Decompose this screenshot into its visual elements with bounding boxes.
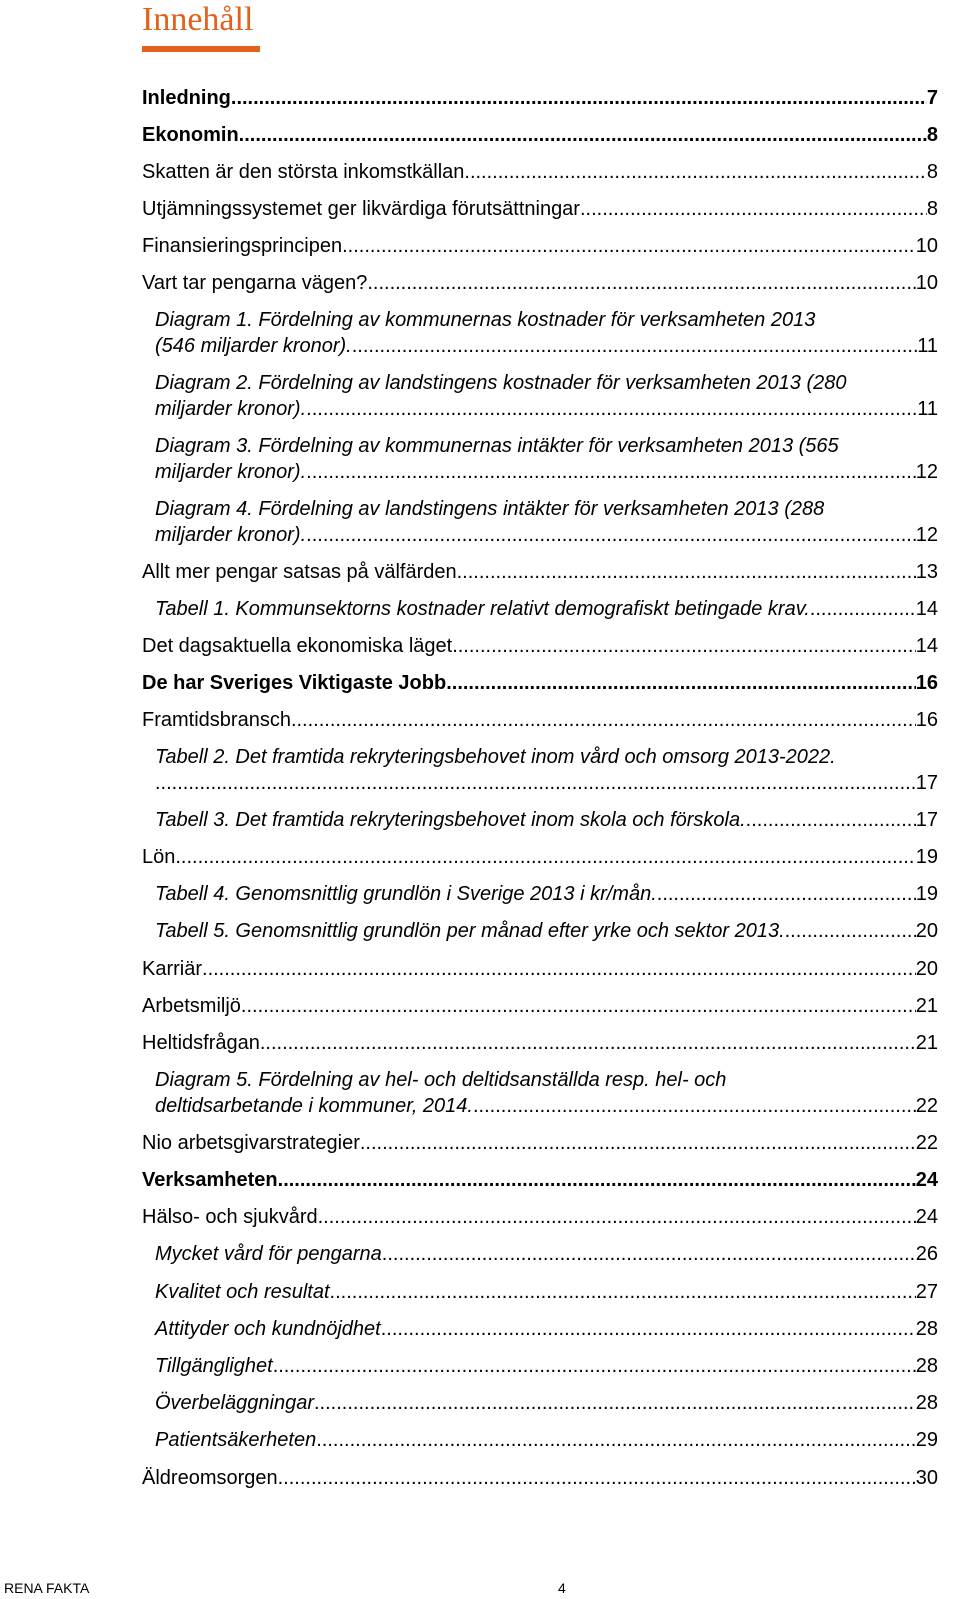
toc-entry[interactable] — [142, 270, 938, 296]
toc-entry-title: Ekonomin — [142, 124, 239, 146]
toc-page-number: 10 — [915, 272, 938, 294]
toc-entry-title: Hälso- och sjukvård — [142, 1206, 318, 1228]
toc-entry-title: Överbeläggningar — [155, 1392, 314, 1414]
toc-entry[interactable] — [142, 670, 938, 696]
toc-entry[interactable] — [142, 233, 938, 259]
dot-leader — [381, 1316, 916, 1342]
toc-page-number: 19 — [915, 883, 938, 905]
toc-entry-title-cont: deltidsarbetande i kommuner, 2014. — [155, 1095, 473, 1117]
toc-entry[interactable] — [155, 1316, 938, 1342]
toc-entry[interactable] — [155, 1427, 938, 1453]
toc-page-number: 14 — [915, 635, 938, 657]
toc-page-number: 10 — [915, 235, 938, 257]
toc-entry[interactable] — [155, 918, 938, 944]
toc-page-number: 21 — [915, 1032, 938, 1054]
toc-page-number: 20 — [915, 920, 938, 942]
toc-entry-title: Vart tar pengarna vägen? — [142, 272, 368, 294]
toc-page-number: 11 — [917, 335, 938, 357]
toc-page-number: 8 — [926, 161, 938, 183]
toc-entry-title: Framtidsbransch — [142, 709, 291, 731]
dot-leader — [446, 670, 916, 696]
dot-leader — [175, 844, 915, 870]
toc-entry[interactable] — [142, 1167, 938, 1193]
page-title: Innehåll — [142, 1, 254, 38]
toc-page-number: 21 — [915, 995, 938, 1017]
toc-entry-title: Mycket vård för pengarna — [155, 1243, 382, 1265]
toc-page-number: 30 — [915, 1467, 938, 1489]
toc-page-number: 13 — [915, 561, 938, 583]
toc-entry[interactable] — [142, 993, 938, 1019]
toc-page-number: 17 — [915, 772, 938, 794]
toc-page-number: 7 — [926, 87, 938, 109]
toc-entry[interactable] — [155, 433, 938, 485]
toc-entry-title: Diagram 3. Fördelning av kommunernas intäkter för verksamheten 2013 (565 — [155, 435, 839, 457]
toc-page-number: 29 — [915, 1429, 938, 1451]
toc-entry[interactable] — [142, 1204, 938, 1230]
toc-entry[interactable] — [142, 956, 938, 982]
footer-page-number: 4 — [558, 1580, 566, 1596]
dot-leader — [382, 1241, 916, 1267]
dot-leader — [352, 333, 918, 359]
dot-leader — [452, 633, 916, 659]
toc-entry-title: Inledning — [142, 87, 231, 109]
toc-entry-title: Heltidsfrågan — [142, 1032, 260, 1054]
toc-entry[interactable] — [155, 1390, 938, 1416]
toc-page-number: 19 — [915, 846, 938, 868]
toc-entry-title: Arbetsmiljö — [142, 995, 241, 1017]
toc-entry-title: Skatten är den största inkomstkällan — [142, 161, 465, 183]
toc-entry[interactable] — [155, 307, 938, 359]
dot-leader — [291, 707, 916, 733]
toc-entry[interactable] — [142, 1465, 938, 1491]
dot-leader — [306, 522, 916, 548]
dot-leader — [746, 807, 916, 833]
toc-entry[interactable] — [142, 844, 938, 870]
toc-page-number: 24 — [915, 1169, 938, 1191]
toc-page-number: 11 — [917, 398, 938, 420]
toc-entry-title: Verksamheten — [142, 1169, 278, 1191]
dot-leader — [155, 770, 916, 796]
toc-entry[interactable] — [155, 744, 938, 796]
toc-entry[interactable] — [155, 1241, 938, 1267]
footer-label: RENA FAKTA — [4, 1580, 90, 1596]
toc-entry-title: Tillgänglighet — [155, 1355, 273, 1377]
dot-leader — [260, 1030, 916, 1056]
toc-entry-title: Tabell 1. Kommunsektorns kostnader relativt demografiskt betingade krav. — [155, 598, 810, 620]
toc-entry[interactable] — [142, 196, 938, 222]
toc-entry-title: Diagram 1. Fördelning av kommunernas kostnader för verksamheten 2013 — [155, 309, 816, 331]
toc-page-number: 28 — [915, 1392, 938, 1414]
dot-leader — [306, 396, 917, 422]
toc-entry-title: Allt mer pengar satsas på välfärden — [142, 561, 457, 583]
toc-page-number: 24 — [915, 1206, 938, 1228]
toc-entry[interactable] — [155, 1067, 938, 1119]
toc-entry-title: De har Sveriges Viktigaste Jobb — [142, 672, 447, 694]
toc-entry-title: Tabell 4. Genomsnittlig grundlön i Sverige 2013 i kr/mån. — [155, 883, 657, 905]
dot-leader — [316, 1427, 916, 1453]
dot-leader — [464, 159, 926, 185]
toc-entry[interactable] — [155, 496, 938, 548]
toc-entry-title: Finansieringsprincipen — [142, 235, 343, 257]
toc-entry-title: Lön — [142, 846, 176, 868]
toc-entry[interactable] — [142, 559, 938, 585]
toc-entry[interactable] — [155, 596, 938, 622]
toc-entry[interactable] — [155, 1353, 938, 1379]
toc-entry-title: Attityder och kundnöjdhet — [155, 1318, 381, 1340]
toc-page-number: 16 — [915, 709, 938, 731]
toc-entry-title-cont: miljarder kronor). — [155, 461, 307, 483]
dot-leader — [785, 918, 916, 944]
toc-entry-title: Det dagsaktuella ekonomiska läget — [142, 635, 453, 657]
dot-leader — [657, 881, 916, 907]
dot-leader — [314, 1390, 916, 1416]
toc-page-number: 16 — [915, 672, 938, 694]
dot-leader — [342, 233, 916, 259]
toc-page-number: 22 — [915, 1095, 938, 1117]
toc-entry[interactable] — [142, 159, 938, 185]
toc-page-number: 17 — [915, 809, 938, 831]
dot-leader — [810, 596, 916, 622]
toc-entry[interactable] — [155, 370, 938, 422]
dot-leader — [202, 956, 916, 982]
toc-entry-title-cont: miljarder kronor). — [155, 398, 307, 420]
toc-entry[interactable] — [142, 85, 938, 111]
toc-entry-title: Diagram 5. Fördelning av hel- och deltidsanställda resp. hel- och — [155, 1069, 727, 1091]
dot-leader — [330, 1279, 916, 1305]
toc-page-number: 26 — [915, 1243, 938, 1265]
toc-entry[interactable] — [142, 633, 938, 659]
toc-entry[interactable] — [142, 1030, 938, 1056]
toc-page-number: 8 — [926, 198, 938, 220]
toc-entry-title: Karriär — [142, 958, 203, 980]
toc-entry-title: Äldreomsorgen — [142, 1467, 278, 1489]
title-underline — [142, 46, 260, 52]
toc-entry-title: Nio arbetsgivarstrategier — [142, 1132, 360, 1154]
toc-entry[interactable] — [142, 122, 938, 148]
toc-page-number: 14 — [915, 598, 938, 620]
toc-entry-title: Tabell 3. Det framtida rekryteringsbehovet inom skola och förskola. — [155, 809, 746, 831]
toc-entry[interactable] — [155, 881, 938, 907]
dot-leader — [457, 559, 916, 585]
dot-leader — [367, 270, 915, 296]
toc-entry-title: Kvalitet och resultat — [155, 1281, 330, 1303]
toc-entry[interactable] — [155, 807, 938, 833]
dot-leader — [580, 196, 927, 222]
toc-page-number: 27 — [915, 1281, 938, 1303]
toc-entry-title: Utjämningssystemet ger likvärdiga förutsättningar — [142, 198, 580, 220]
toc-page-number: 12 — [915, 461, 938, 483]
toc-entry-title: Tabell 5. Genomsnittlig grundlön per månad efter yrke och sektor 2013. — [155, 920, 785, 942]
toc-entry[interactable] — [142, 707, 938, 733]
toc-page-number: 28 — [915, 1318, 938, 1340]
dot-leader — [241, 993, 916, 1019]
dot-leader — [360, 1130, 916, 1156]
toc-page-number: 20 — [915, 958, 938, 980]
toc-entry[interactable] — [142, 1130, 938, 1156]
dot-leader — [473, 1093, 916, 1119]
toc-entry-title: Tabell 2. Det framtida rekryteringsbehovet inom vård och omsorg 2013-2022. — [155, 746, 836, 768]
toc-page-number: 28 — [915, 1355, 938, 1377]
toc-page-number: 22 — [915, 1132, 938, 1154]
dot-leader — [318, 1204, 916, 1230]
toc-entry-title-cont: miljarder kronor). — [155, 524, 307, 546]
dot-leader — [239, 122, 927, 148]
dot-leader — [273, 1353, 916, 1379]
toc-entry-title: Diagram 4. Fördelning av landstingens intäkter för verksamheten 2013 (288 — [155, 498, 825, 520]
toc-entry-title-cont: (546 miljarder kronor). — [155, 335, 352, 357]
toc-page-number: 8 — [926, 124, 938, 146]
toc-entry[interactable] — [155, 1279, 938, 1305]
dot-leader — [278, 1465, 916, 1491]
toc-page-number: 12 — [915, 524, 938, 546]
toc-entry-title: Diagram 2. Fördelning av landstingens kostnader för verksamheten 2013 (280 — [155, 372, 847, 394]
dot-leader — [278, 1167, 916, 1193]
dot-leader — [306, 459, 916, 485]
dot-leader — [231, 85, 927, 111]
toc-entry-title: Patientsäkerheten — [155, 1429, 317, 1451]
